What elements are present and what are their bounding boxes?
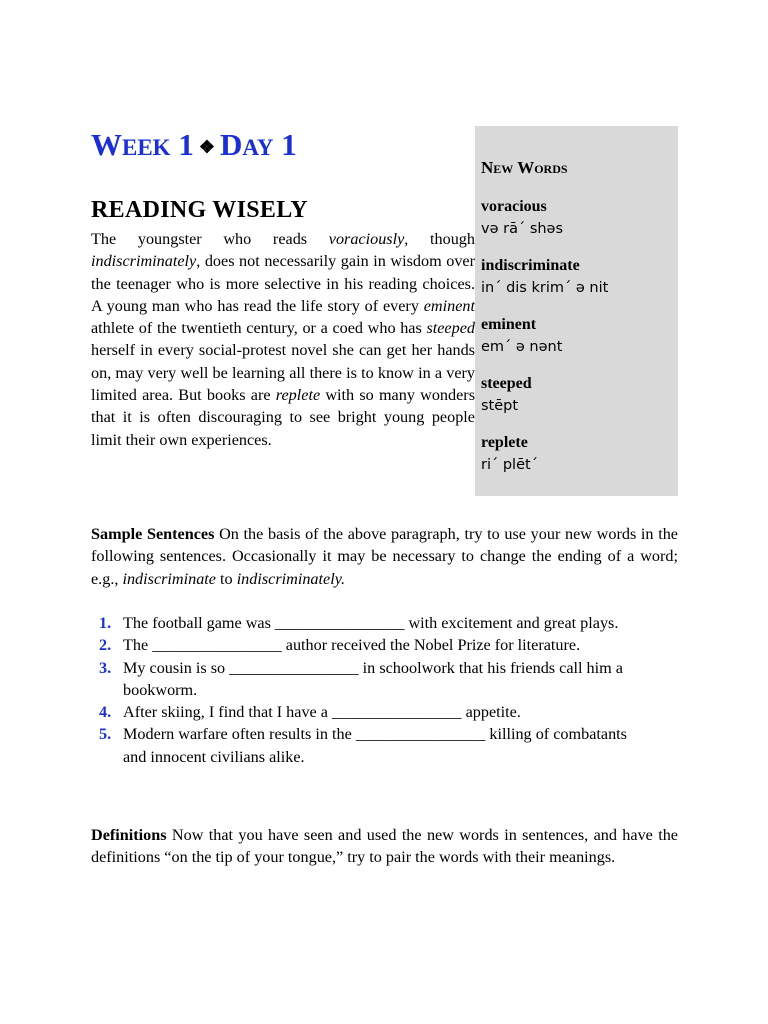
list-item bbox=[91, 657, 643, 702]
sample-text: to bbox=[216, 569, 237, 588]
passage-segment: athlete of the twentieth century, or a coed who has bbox=[91, 319, 427, 338]
vocab-entry bbox=[481, 255, 678, 299]
vocab-entry bbox=[481, 373, 678, 417]
section-heading: READING WISELY bbox=[91, 197, 308, 223]
vocab-word: steeped bbox=[481, 375, 532, 392]
item-text: The ________________ author received the Nobel Prize for literature. bbox=[123, 636, 581, 655]
item-text: My cousin is so ________________ in schoolwork that his friends call him a bookworm. bbox=[123, 658, 623, 699]
vocab-pronunciation: ri´ plēt´ bbox=[481, 457, 538, 473]
new-words-title: New Words bbox=[481, 158, 568, 177]
sentence-list bbox=[91, 612, 678, 768]
example-word: indiscriminately. bbox=[236, 569, 346, 588]
vocab-pronunciation: in´ dis krim´ ə nit bbox=[481, 280, 609, 296]
definitions-label: Definitions bbox=[91, 826, 167, 844]
definitions-text: Now that you have seen and used the new words in sentences, and have the definitions “on the tip of your tongue,” try to pair the words with their meanings. bbox=[91, 826, 678, 867]
list-item bbox=[91, 612, 643, 634]
diamond-separator-icon: ❖ bbox=[198, 137, 215, 157]
vocab-pronunciation: em´ ə nənt bbox=[481, 339, 563, 355]
item-text: After skiing, I find that I have a ________________ appetite. bbox=[123, 703, 521, 722]
title-day-initial: D bbox=[219, 127, 243, 162]
list-item bbox=[91, 701, 643, 723]
vocab-pronunciation: stēpt bbox=[481, 398, 519, 414]
item-number: 2. bbox=[99, 636, 112, 655]
vocab-word: indiscriminate bbox=[481, 257, 580, 274]
list-item bbox=[91, 634, 643, 656]
item-number: 1. bbox=[99, 614, 112, 632]
item-number: 4. bbox=[99, 703, 112, 722]
page-title bbox=[91, 126, 297, 168]
vocab-word: replete bbox=[481, 434, 528, 451]
passage-segment: The youngster who reads bbox=[91, 230, 329, 248]
title-week-rest: EEK bbox=[122, 135, 171, 160]
item-number: 5. bbox=[99, 725, 112, 744]
passage-keyword: replete bbox=[275, 386, 321, 405]
vocab-word: eminent bbox=[481, 316, 537, 333]
passage-keyword: indiscriminately bbox=[91, 252, 197, 271]
passage-segment: , does not necessarily gain in wisdom over the teenager who is more selective in his reading choices. A young man who has read the life story of every bbox=[91, 252, 475, 315]
sample-text: On the basis of the above paragraph, try to use your new words in the following sentences. Occasionally it may be necessary to change the ending of a word; e.g., bbox=[91, 525, 678, 588]
vocab-entry bbox=[481, 432, 678, 476]
list-item bbox=[91, 723, 643, 768]
vocab-entry bbox=[481, 196, 678, 240]
item-text: Modern warfare often results in the ________________ killing of combatants and innocent civilians alike. bbox=[123, 725, 627, 766]
passage-keyword: eminent bbox=[423, 296, 475, 315]
vocab-pronunciation: və rā´ shəs bbox=[481, 221, 564, 237]
new-words-sidebar bbox=[475, 126, 678, 496]
title-day-rest: AY bbox=[242, 135, 274, 160]
title-day-number: 1 bbox=[281, 127, 297, 162]
item-text: The football game was ________________ with excitement and great plays. bbox=[123, 614, 619, 632]
passage-segment: with so many wonders that it is often discouraging to see bright young people limit their own experiences. bbox=[91, 386, 475, 449]
vocab-entry bbox=[481, 314, 678, 358]
title-week-initial: W bbox=[91, 127, 122, 162]
reading-passage bbox=[91, 228, 475, 451]
passage-keyword: voraciously bbox=[328, 230, 405, 248]
title-week-number: 1 bbox=[178, 127, 194, 162]
passage-segment: herself in every social-protest novel she can get her hands on, may very well be learning all there is to know in a very limited area. But books are bbox=[91, 341, 475, 405]
sample-sentences-intro bbox=[91, 523, 678, 590]
sample-sentences-label: Sample Sentences bbox=[91, 525, 215, 543]
example-word: indiscriminate bbox=[122, 569, 216, 588]
vocab-word: voracious bbox=[481, 198, 547, 215]
passage-segment: , though bbox=[404, 230, 475, 248]
passage-keyword: steeped bbox=[426, 319, 475, 338]
definitions-intro bbox=[91, 824, 678, 869]
item-number: 3. bbox=[99, 658, 112, 677]
